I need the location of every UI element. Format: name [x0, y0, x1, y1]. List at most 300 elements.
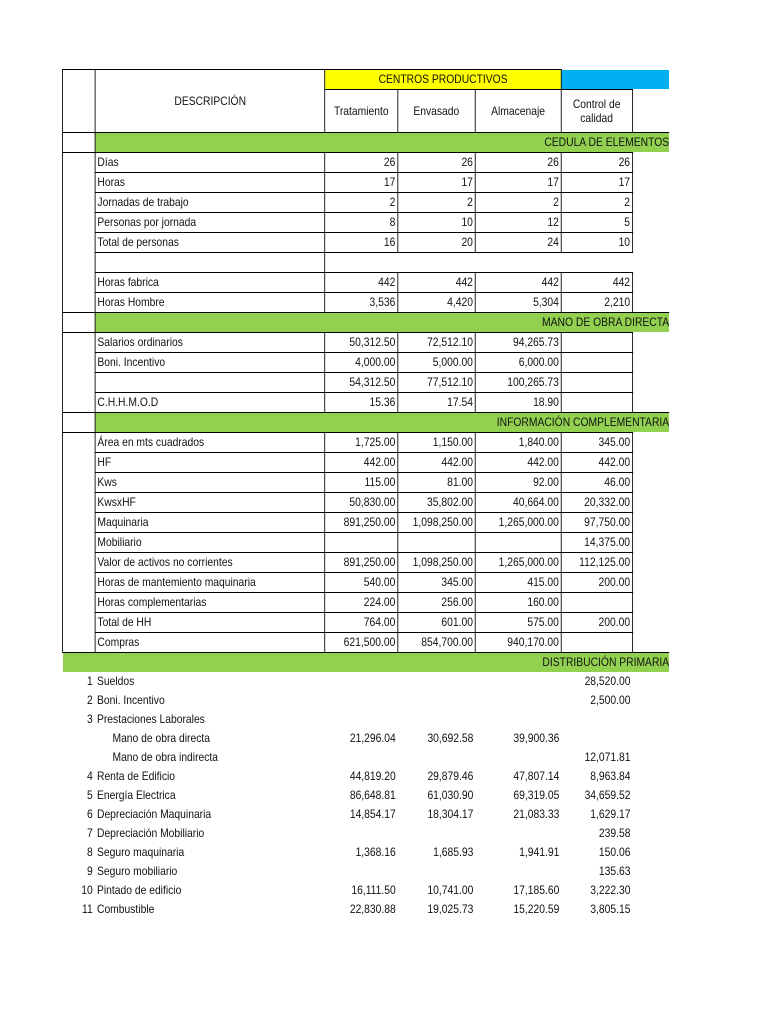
row-label: Horas fabrica: [95, 273, 325, 293]
row-label: Personas por jornada: [95, 213, 325, 233]
info-row: [62, 633, 669, 653]
row-value: 50,830.00: [325, 493, 397, 513]
row-value: 39,900.36: [513, 731, 560, 745]
header-descripcion: DESCRIPCIÓN: [95, 70, 325, 133]
section-info-title: INFORMACIÓN COMPLEMENTARIA: [95, 413, 669, 433]
row-number: 9: [86, 864, 93, 878]
row-value: 2,500.00: [590, 693, 631, 707]
row-value: 1,725.00: [325, 433, 397, 453]
row-value: 150.06: [598, 845, 631, 859]
row-label: Salarios ordinarios: [95, 333, 325, 353]
spacer-cell: [632, 862, 669, 881]
distribucion-row: [62, 881, 669, 900]
row-value: 575.00: [475, 613, 561, 633]
mano-obra-row: [62, 393, 669, 413]
row-value: 22,830.88: [349, 902, 396, 916]
row-value: 50,312.50: [325, 333, 397, 353]
row-value: [397, 862, 475, 881]
spacer-cell: [632, 473, 669, 493]
info-row: [62, 573, 669, 593]
row-label: Días: [95, 153, 325, 173]
row-value: 21,083.33: [513, 807, 560, 821]
distribucion-row: [62, 805, 669, 824]
section-mano-obra-title: MANO DE OBRA DIRECTA: [95, 313, 669, 333]
row-value: [561, 710, 632, 729]
row-value: [325, 710, 397, 729]
row-value: 81.00: [397, 473, 475, 493]
cedula-row: [62, 173, 669, 193]
row-value: 2: [397, 193, 475, 213]
row-index-cell: [62, 193, 95, 213]
row-value: 69,319.05: [513, 788, 560, 802]
spacer-cell: [632, 273, 669, 293]
row-value: 46.00: [561, 473, 632, 493]
spacer-cell: [632, 573, 669, 593]
row-index-cell: [62, 373, 95, 393]
spacer-cell: [632, 633, 669, 653]
row-value: 35,802.00: [397, 493, 475, 513]
row-value: 15,220.59: [513, 902, 560, 916]
row-value: 12: [475, 213, 561, 233]
row-label: Horas Hombre: [95, 293, 325, 313]
row-value: 20,332.00: [561, 493, 632, 513]
row-value: [325, 691, 397, 710]
row-label: Valor de activos no corrientes: [95, 553, 325, 573]
row-value: [561, 253, 632, 273]
row-value: 1,098,250.00: [397, 513, 475, 533]
section-mano-obra-row: [62, 313, 669, 333]
row-value: 200.00: [561, 613, 632, 633]
row-value: [475, 691, 561, 710]
row-label: KwsxHF: [95, 493, 325, 513]
row-value: [325, 824, 397, 843]
header-corner-cell: [62, 70, 95, 133]
row-value: 14,375.00: [561, 533, 632, 553]
spacer-cell: [632, 748, 669, 767]
row-label: Seguro mobiliario: [96, 864, 178, 878]
horas-row: [62, 293, 669, 313]
row-label: C.H.H.M.O.D: [95, 393, 325, 413]
row-label: Sueldos: [96, 674, 135, 688]
spacer-cell: [632, 691, 669, 710]
row-label: Área en mts cuadrados: [95, 433, 325, 453]
row-value: 442.00: [475, 453, 561, 473]
row-value: 10,741.00: [427, 883, 474, 897]
row-value: 34,659.52: [584, 788, 631, 802]
row-value: 26: [561, 153, 632, 173]
col-header-envasado: Envasado: [397, 90, 475, 133]
row-value: 442.00: [325, 453, 397, 473]
section-left-cell: [62, 413, 95, 433]
distribucion-row: [62, 862, 669, 881]
row-index-cell: [62, 273, 95, 293]
row-value: 17: [397, 173, 475, 193]
distribucion-row: [62, 710, 669, 729]
row-label: Boni. Incentivo: [96, 693, 165, 707]
distribucion-row: [62, 748, 669, 767]
row-value: 16,111.50: [351, 883, 396, 897]
row-value: 2,210: [561, 293, 632, 313]
row-value: 1,368.16: [355, 845, 396, 859]
row-label: [95, 253, 325, 273]
row-value: 6,000.00: [475, 353, 561, 373]
spacer-cell: [632, 293, 669, 313]
row-label: HF: [95, 453, 325, 473]
row-value: 940,170.00: [475, 633, 561, 653]
row-value: 28,520.00: [584, 674, 631, 688]
row-label: Boni. Incentivo: [95, 353, 325, 373]
spacer-cell: [632, 553, 669, 573]
row-value: 160.00: [475, 593, 561, 613]
spacer-cell: [632, 493, 669, 513]
row-value: 442: [397, 273, 475, 293]
row-value: 18.90: [475, 393, 561, 413]
spacer-cell: [632, 533, 669, 553]
cedula-row: [62, 193, 669, 213]
row-value: [325, 253, 397, 273]
row-number: [62, 729, 95, 748]
row-value: 24: [475, 233, 561, 253]
row-index-cell: [62, 633, 95, 653]
row-value: 17,185.60: [513, 883, 560, 897]
row-value: 621,500.00: [325, 633, 397, 653]
row-value: [325, 748, 397, 767]
spacer-cell: [632, 353, 669, 373]
row-index-cell: [62, 353, 95, 373]
row-number: 2: [86, 693, 93, 707]
row-index-cell: [62, 433, 95, 453]
row-value: 40,664.00: [475, 493, 561, 513]
row-index-cell: [62, 293, 95, 313]
row-value: 345.00: [561, 433, 632, 453]
row-label: Depreciación Maquinaria: [96, 807, 212, 821]
row-value: 442.00: [397, 453, 475, 473]
row-value: 764.00: [325, 613, 397, 633]
row-value: 17: [475, 173, 561, 193]
row-value: 29,879.46: [427, 769, 474, 783]
row-value: 3,222.30: [590, 883, 631, 897]
distribucion-row: [62, 824, 669, 843]
spacer-cell: [632, 881, 669, 900]
row-label: Horas: [95, 173, 325, 193]
row-value: 891,250.00: [325, 513, 397, 533]
row-value: 239.58: [598, 826, 631, 840]
row-label: Pintado de edificio: [96, 883, 182, 897]
row-index-cell: [62, 173, 95, 193]
row-value: [475, 748, 561, 767]
row-value: 256.00: [397, 593, 475, 613]
row-value: [397, 533, 475, 553]
row-value: 1,265,000.00: [475, 513, 561, 533]
section-cedula-row: [62, 133, 669, 153]
spacer-cell: [632, 767, 669, 786]
section-info-row: [62, 413, 669, 433]
row-value: 2: [561, 193, 632, 213]
spacer-cell: [632, 333, 669, 353]
row-value: 854,700.00: [397, 633, 475, 653]
row-value: 86,648.81: [349, 788, 396, 802]
row-label: Mobiliario: [95, 533, 325, 553]
row-index-cell: [62, 593, 95, 613]
row-label: Horas de mantemiento maquinaria: [95, 573, 325, 593]
row-value: 72,512.10: [397, 333, 475, 353]
spacer-cell: [632, 393, 669, 413]
row-value: 5,304: [475, 293, 561, 313]
row-value: 442: [561, 273, 632, 293]
horas-row: [62, 273, 669, 293]
row-index-cell: [62, 153, 95, 173]
col-header-tratamiento: Tratamiento: [325, 90, 397, 133]
row-value: 345.00: [397, 573, 475, 593]
row-value: 4,000.00: [325, 353, 397, 373]
mano-obra-row: [62, 353, 669, 373]
row-number: 6: [86, 807, 93, 821]
section-distribucion-title: DISTRIBUCIÓN PRIMARIA: [62, 653, 669, 673]
spacer-cell: [632, 824, 669, 843]
row-value: 442: [475, 273, 561, 293]
row-value: [397, 710, 475, 729]
info-row: [62, 493, 669, 513]
info-row: [62, 433, 669, 453]
row-value: 1,941.91: [519, 845, 560, 859]
spacer-cell: [632, 90, 669, 133]
row-value: 1,098,250.00: [397, 553, 475, 573]
row-value: [561, 633, 632, 653]
distribucion-row: [62, 767, 669, 786]
row-value: 8: [325, 213, 397, 233]
row-index-cell: [62, 473, 95, 493]
row-index-cell: [62, 613, 95, 633]
row-label: Mano de obra directa: [112, 731, 211, 745]
row-value: 77,512.10: [397, 373, 475, 393]
col-header-almacenaje: Almacenaje: [475, 90, 561, 133]
info-row: [62, 593, 669, 613]
row-label: Total de personas: [95, 233, 325, 253]
row-value: 1,840.00: [475, 433, 561, 453]
row-value: [561, 729, 632, 748]
row-number: 10: [81, 883, 93, 897]
spacer-cell: [632, 173, 669, 193]
info-row: [62, 533, 669, 553]
section-distribucion-row: [62, 653, 669, 673]
spacer-cell: [632, 253, 669, 273]
row-value: [397, 672, 475, 691]
row-label: Depreciación Mobiliario: [96, 826, 205, 840]
row-value: [325, 862, 397, 881]
row-number: 7: [86, 826, 93, 840]
row-value: 442: [325, 273, 397, 293]
row-value: 200.00: [561, 573, 632, 593]
row-value: [475, 862, 561, 881]
mano-obra-row: [62, 373, 669, 393]
row-value: 54,312.50: [325, 373, 397, 393]
cedula-row: [62, 213, 669, 233]
cedula-row: [62, 233, 669, 253]
row-value: [325, 533, 397, 553]
row-value: [561, 333, 632, 353]
row-value: 61,030.90: [427, 788, 474, 802]
mano-obra-row: [62, 333, 669, 353]
row-value: [561, 353, 632, 373]
row-index-cell: [62, 233, 95, 253]
row-value: 10: [397, 213, 475, 233]
row-number: 5: [86, 788, 93, 802]
row-value: 21,296.04: [349, 731, 396, 745]
row-value: 92.00: [475, 473, 561, 493]
col-header-control-calidad: Control de calidad: [561, 90, 632, 133]
info-row: [62, 613, 669, 633]
row-label: Renta de Edificio: [96, 769, 176, 783]
row-number: 8: [86, 845, 93, 859]
info-row: [62, 453, 669, 473]
row-value: 10: [561, 233, 632, 253]
row-index-cell: [62, 573, 95, 593]
spacer-cell: [632, 593, 669, 613]
row-index-cell: [62, 253, 95, 273]
row-value: [397, 691, 475, 710]
row-label: Combustible: [96, 902, 155, 916]
row-label: Prestaciones Laborales: [96, 712, 205, 726]
row-value: 415.00: [475, 573, 561, 593]
spacer-cell: [632, 213, 669, 233]
row-label: Maquinaria: [95, 513, 325, 533]
row-value: 112,125.00: [561, 553, 632, 573]
row-value: 17: [325, 173, 397, 193]
spacer-cell: [632, 613, 669, 633]
spacer-cell: [632, 710, 669, 729]
row-value: 15.36: [325, 393, 397, 413]
row-value: 47,807.14: [513, 769, 560, 783]
row-value: 30,692.58: [427, 731, 474, 745]
distribucion-row: [62, 691, 669, 710]
spacer-cell: [632, 153, 669, 173]
row-value: [561, 373, 632, 393]
row-label: Kws: [95, 473, 325, 493]
row-index-cell: [62, 333, 95, 353]
row-label: Energía Electrica: [96, 788, 176, 802]
info-row: [62, 553, 669, 573]
distribucion-row: [62, 843, 669, 862]
spacer-cell: [632, 233, 669, 253]
spacer-cell: [632, 453, 669, 473]
row-value: 224.00: [325, 593, 397, 613]
row-value: [475, 824, 561, 843]
row-value: 135.63: [598, 864, 631, 878]
row-value: [475, 710, 561, 729]
spacer-cell: [632, 900, 669, 919]
distribucion-row: [62, 672, 669, 691]
row-number: 4: [86, 769, 93, 783]
row-value: 891,250.00: [325, 553, 397, 573]
row-value: 601.00: [397, 613, 475, 633]
row-value: 19,025.73: [427, 902, 474, 916]
row-index-cell: [62, 393, 95, 413]
row-label: Total de HH: [95, 613, 325, 633]
row-value: 1,629.17: [590, 807, 631, 821]
spacer-cell: [632, 433, 669, 453]
row-label: Jornadas de trabajo: [95, 193, 325, 213]
info-row: [62, 473, 669, 493]
row-value: 1,685.93: [433, 845, 474, 859]
row-value: 16: [325, 233, 397, 253]
row-label: Seguro maquinaria: [96, 845, 185, 859]
distribucion-row: [62, 900, 669, 919]
cedula-row: [62, 153, 669, 173]
row-value: [475, 533, 561, 553]
row-number: [62, 748, 95, 767]
row-value: [475, 672, 561, 691]
section-cedula-title: CEDULA DE ELEMENTOS: [95, 133, 669, 153]
row-number: 3: [86, 712, 93, 726]
row-value: [475, 253, 561, 273]
row-value: 17: [561, 173, 632, 193]
row-value: 2: [325, 193, 397, 213]
row-value: [397, 748, 475, 767]
row-value: 8,963.84: [590, 769, 631, 783]
header-centros-productivos: CENTROS PRODUCTIVOS: [325, 70, 561, 90]
row-index-cell: [62, 453, 95, 473]
distribucion-row: [62, 729, 669, 748]
row-value: 100,265.73: [475, 373, 561, 393]
row-value: 12,071.81: [584, 750, 631, 764]
section-left-cell: [62, 313, 95, 333]
row-value: 5,000.00: [397, 353, 475, 373]
row-value: 94,265.73: [475, 333, 561, 353]
blank-row: [62, 253, 669, 273]
row-index-cell: [62, 553, 95, 573]
row-value: 442.00: [561, 453, 632, 473]
row-index-cell: [62, 213, 95, 233]
row-value: [397, 824, 475, 843]
row-value: 115.00: [325, 473, 397, 493]
row-value: 4,420: [397, 293, 475, 313]
row-value: 14,854.17: [349, 807, 396, 821]
section-left-cell: [62, 133, 95, 153]
info-row: [62, 513, 669, 533]
row-value: 5: [561, 213, 632, 233]
row-value: 20: [397, 233, 475, 253]
header-blue-band: [561, 70, 669, 90]
row-value: [561, 593, 632, 613]
row-number: 1: [86, 674, 93, 688]
spacer-cell: [632, 843, 669, 862]
row-value: 26: [325, 153, 397, 173]
spacer-cell: [632, 786, 669, 805]
row-value: 44,819.20: [349, 769, 396, 783]
row-value: 17.54: [397, 393, 475, 413]
spacer-cell: [632, 513, 669, 533]
spacer-cell: [632, 729, 669, 748]
row-index-cell: [62, 533, 95, 553]
row-value: 540.00: [325, 573, 397, 593]
row-value: 1,265,000.00: [475, 553, 561, 573]
row-value: 3,536: [325, 293, 397, 313]
row-value: 1,150.00: [397, 433, 475, 453]
cost-sheet: [62, 69, 669, 919]
row-value: 18,304.17: [427, 807, 474, 821]
row-value: 26: [475, 153, 561, 173]
row-value: 26: [397, 153, 475, 173]
row-label: [95, 373, 325, 393]
row-value: [397, 253, 475, 273]
row-value: 3,805.15: [590, 902, 631, 916]
header-row-1: [62, 70, 669, 90]
row-index-cell: [62, 493, 95, 513]
row-value: [561, 393, 632, 413]
row-value: 97,750.00: [561, 513, 632, 533]
row-label: Compras: [95, 633, 325, 653]
spacer-cell: [632, 672, 669, 691]
